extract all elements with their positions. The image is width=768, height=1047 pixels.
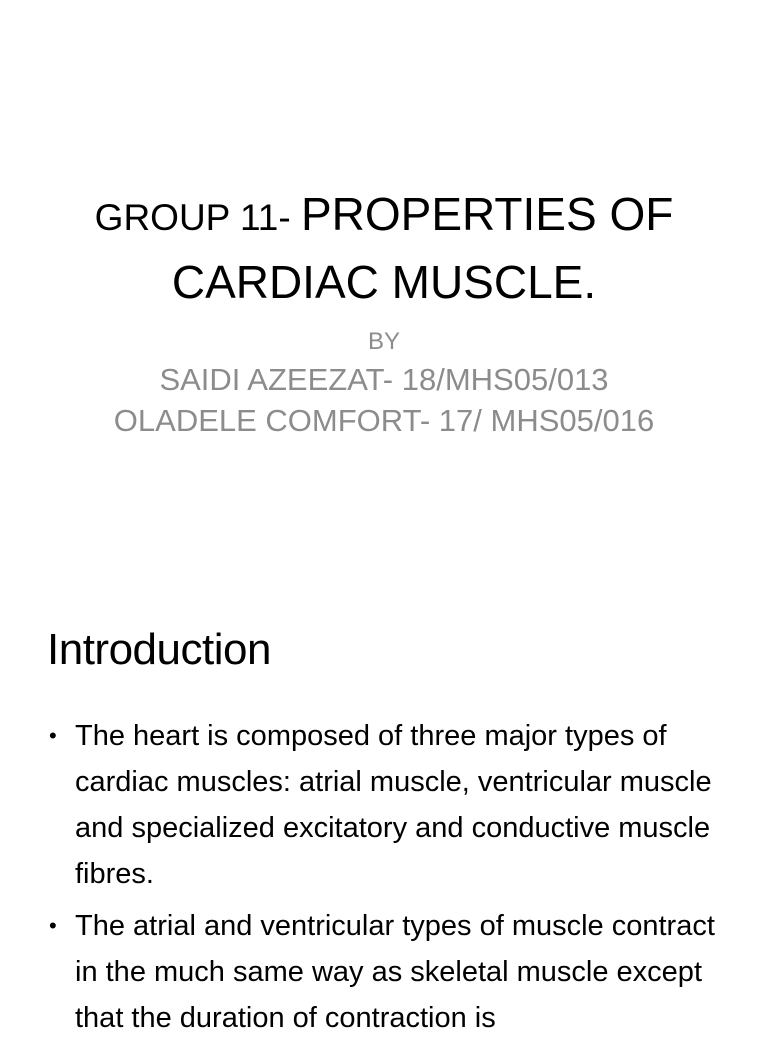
- bullet-text: The heart is composed of three major types of cardiac muscles: atrial muscle, ventricular muscle and specialized excitatory and conductive muscle fibres.: [75, 720, 712, 890]
- by-label: BY: [367, 328, 400, 355]
- bullet-list: [47, 713, 727, 1047]
- bullet-icon: •: [49, 723, 57, 748]
- bullet-item: [47, 903, 727, 1041]
- author-name: OLADELE COMFORT- 17/ MHS05/016: [113, 403, 655, 438]
- title-main: PROPERTIES OF CARDIAC MUSCLE.: [171, 188, 674, 308]
- slide-title: [0, 186, 768, 322]
- section-heading: Introduction: [47, 625, 271, 674]
- title-prefix: GROUP 11-: [94, 197, 301, 238]
- bullet-item: [47, 713, 727, 897]
- author-name: SAIDI AZEEZAT- 18/MHS05/013: [159, 362, 609, 397]
- bullet-text: The atrial and ventricular types of muscle contract in the much same way as skeletal muscle except that the duration of contraction is: [75, 910, 715, 1034]
- bullet-icon: •: [49, 913, 57, 938]
